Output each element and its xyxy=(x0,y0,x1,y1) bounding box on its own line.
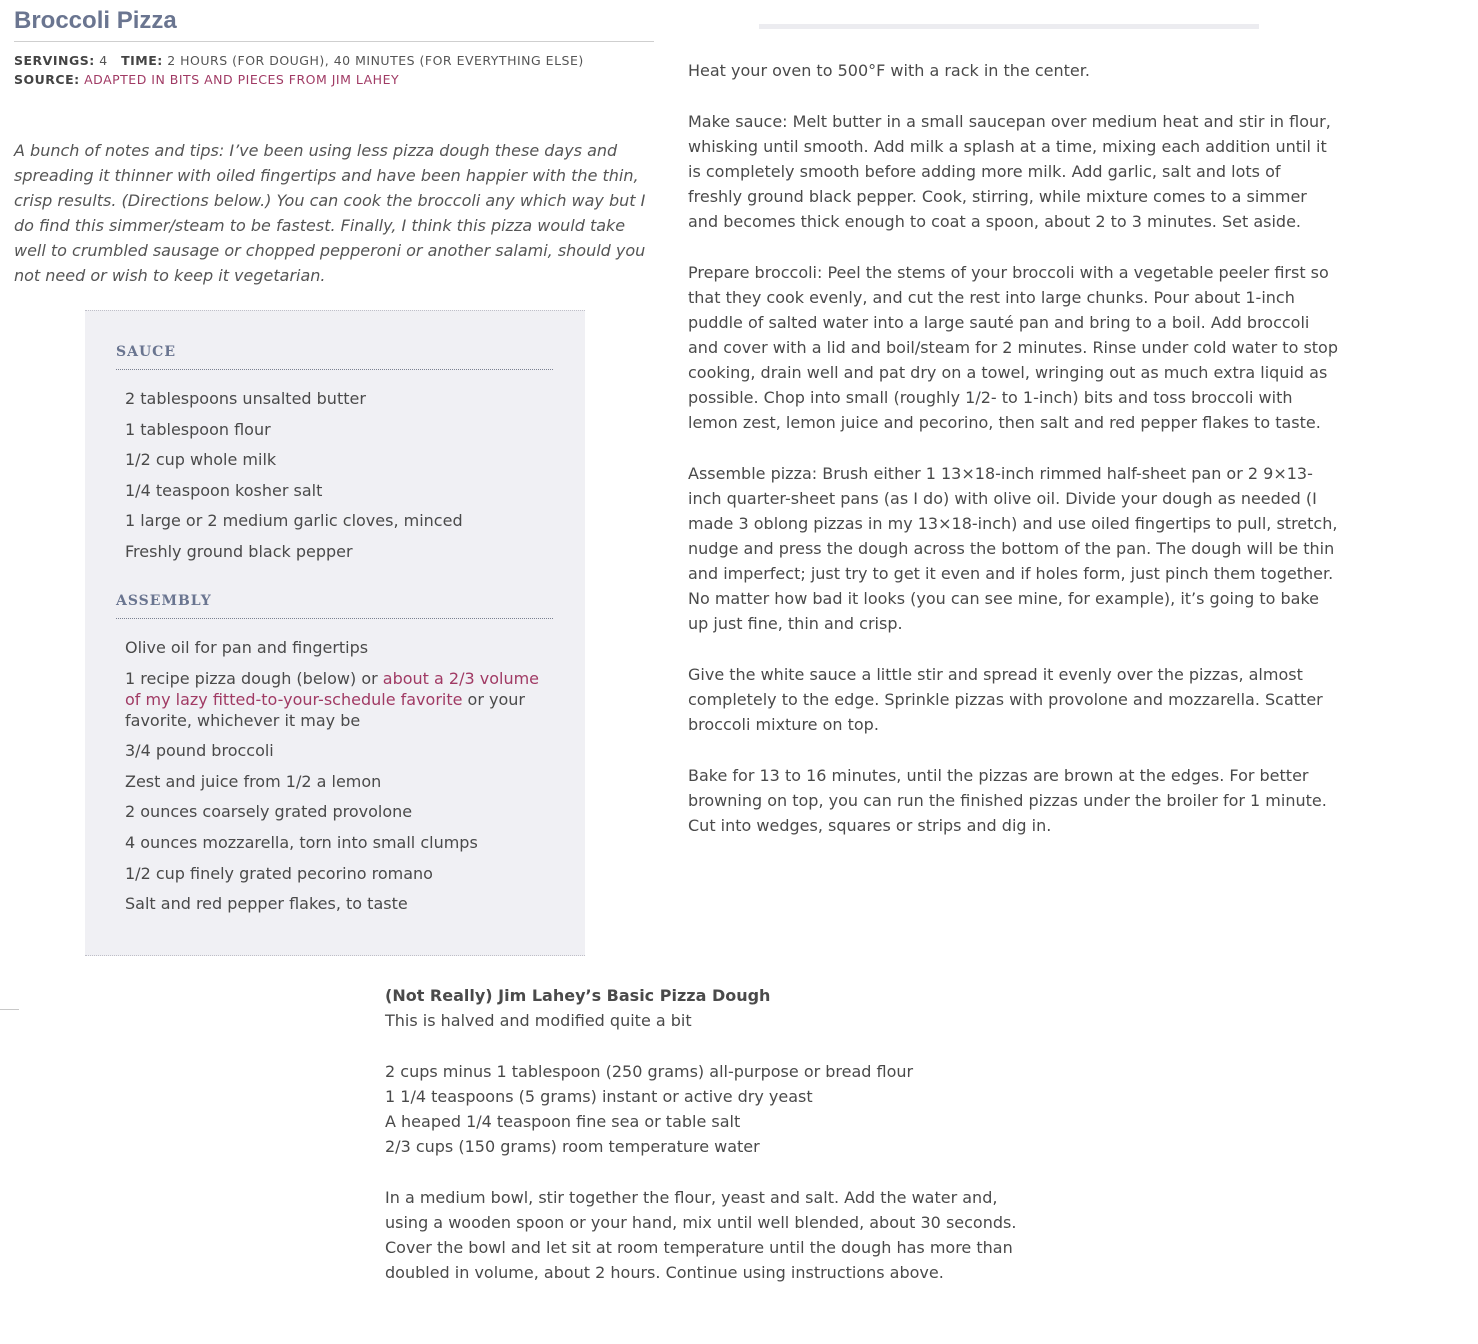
ingredient-text: or your favorite, whichever it may be xyxy=(125,689,525,730)
ingredient-item: 1 tablespoon flour xyxy=(125,419,271,439)
dough-ingredient: A heaped 1/4 teaspoon fine sea or table salt xyxy=(385,1112,741,1131)
recipe-title: Broccoli Pizza xyxy=(14,5,654,42)
ingredient-item xyxy=(125,668,545,731)
ingredient-item: Olive oil for pan and fingertips xyxy=(125,638,369,657)
time-value: 2 HOURS (FOR DOUGH), 40 MINUTES (FOR EVERYTHING ELSE) xyxy=(167,53,584,68)
sauce-list xyxy=(125,388,545,572)
ingredient-item: 1/2 cup whole milk xyxy=(125,450,277,470)
source-label: SOURCE: xyxy=(14,72,80,87)
source-link[interactable]: ADAPTED IN BITS AND PIECES FROM JIM LAHEY xyxy=(84,72,400,87)
direction-step: Bake for 13 to 16 minutes, until the pizzas are brown at the edges. For better browning on top, you can run the finished pizzas under the broiler for 1 minute. Cut into wedges, squares or strips and dig in. xyxy=(688,766,1327,835)
spacer xyxy=(385,1159,1025,1185)
ingredient-item: 3/4 pound broccoli xyxy=(125,741,274,761)
servings-label: SERVINGS: xyxy=(14,53,95,68)
direction-step: Give the white sauce a little stir and spread it evenly over the pizzas, almost completely to the edge. Sprinkle pizzas with provolone and mozzarella. Scatter broccoli mixture on top. xyxy=(688,665,1323,734)
dough-title: (Not Really) Jim Lahey’s Basic Pizza Dough xyxy=(385,986,771,1005)
dough-ingredient: 2 cups minus 1 tablespoon (250 grams) all-purpose or bread flour xyxy=(385,1062,914,1081)
dough-recipe xyxy=(385,983,1025,1285)
direction-step: Prepare broccoli: Peel the stems of your broccoli with a vegetable peeler first so that they cook evenly, and cut the rest into large chunks. Pour about 1-inch puddle of salted water into a large sauté pan and bring to a boil. Add broccoli and cover with a lid and boil/steam for 2 minutes. Rinse under cold water to stop cooking, drain well and pat dry on a towel, wringing out as much extra liquid as possible. Chop into small (roughly 1/2- to 1-inch) bits and toss broccoli with lemon zest, lemon juice and pecorino, then salt and red pepper flakes to taste. xyxy=(688,263,1338,432)
ingredient-item: Salt and red pepper flakes, to taste xyxy=(125,894,408,914)
ingredient-item: 4 ounces mozzarella, torn into small clumps xyxy=(125,832,478,852)
assembly-heading: ASSEMBLY xyxy=(116,593,553,619)
direction-step: Assemble pizza: Brush either 1 13×18-inch rimmed half-sheet pan or 2 9×13-inch quarter-sheet pans (as I do) with olive oil. Divide your dough as needed (I made 3 oblong pizzas in my 13×18-inch) and use oiled fingertips to pull, stretch, nudge and press the dough across the bottom of the pan. The dough will be thin and imperfect; just try to get it even and if holes form, just pinch them together. No matter how bad it looks (you can see mine, for example), it’s going to bake up just fine, thin and crisp. xyxy=(688,464,1338,633)
lazy-dough-link[interactable]: about a 2/3 volume of my lazy fitted-to-your-schedule favorite xyxy=(125,668,540,709)
ingredients-box xyxy=(85,310,585,956)
ingredient-item: 1/2 cup finely grated pecorino romano xyxy=(125,863,433,883)
recipe-header xyxy=(14,0,654,288)
assembly-list xyxy=(125,637,545,924)
ingredient-item: Zest and juice from 1/2 a lemon xyxy=(125,771,382,791)
recipe-meta xyxy=(14,51,654,89)
sauce-heading: SAUCE xyxy=(116,344,553,370)
divider-bar xyxy=(759,24,1259,29)
dough-method: In a medium bowl, stir together the flour, yeast and salt. Add the water and, using a wooden spoon or your hand, mix until well blended, about 30 seconds. Cover the bowl and let sit at room temperature until the dough has more than doubled in volume, about 2 hours. Continue using instructions above. xyxy=(385,1188,1017,1282)
servings-value: 4 xyxy=(99,53,108,68)
dough-subtitle: This is halved and modified quite a bit xyxy=(385,1011,692,1030)
direction-step: Make sauce: Melt butter in a small saucepan over medium heat and stir in flour, whisking until smooth. Add milk a splash at a time, mixing each addition until it is completely smooth before adding more milk. Add garlic, salt and lots of freshly ground black pepper. Cook, stirring, while mixture comes to a simmer and becomes thick enough to coat a spoon, about 2 to 3 minutes. Set aside. xyxy=(688,112,1331,231)
ingredient-item: 2 ounces coarsely grated provolone xyxy=(125,802,413,822)
direction-step: Heat your oven to 500°F with a rack in the center. xyxy=(688,61,1090,80)
ingredient-text: 1 recipe pizza dough (below) or xyxy=(125,668,383,688)
dough-ingredient: 2/3 cups (150 grams) room temperature water xyxy=(385,1137,760,1156)
dough-ingredient: 1 1/4 teaspoons (5 grams) instant or active dry yeast xyxy=(385,1087,813,1106)
directions xyxy=(688,58,1338,864)
spacer xyxy=(385,1033,1025,1059)
time-label: TIME: xyxy=(121,53,163,68)
recipe-notes: A bunch of notes and tips: I’ve been using less pizza dough these days and spreading it thinner with oiled fingertips and have been happier with the thin, crisp results. (Directions below.) You can cook the broccoli any which way but I do find this simmer/steam to be fastest. Finally, I think this pizza would take well to crumbled sausage or chopped pepperoni or another salami, should you not need or wish to keep it vegetarian. xyxy=(14,141,646,285)
ingredient-item: 1 large or 2 medium garlic cloves, minced xyxy=(125,511,463,531)
ingredient-item: Freshly ground black pepper xyxy=(125,541,353,561)
ingredient-item: 1/4 teaspoon kosher salt xyxy=(125,480,323,500)
ingredient-item: 2 tablespoons unsalted butter xyxy=(125,389,366,408)
divider-mark xyxy=(0,1009,19,1010)
